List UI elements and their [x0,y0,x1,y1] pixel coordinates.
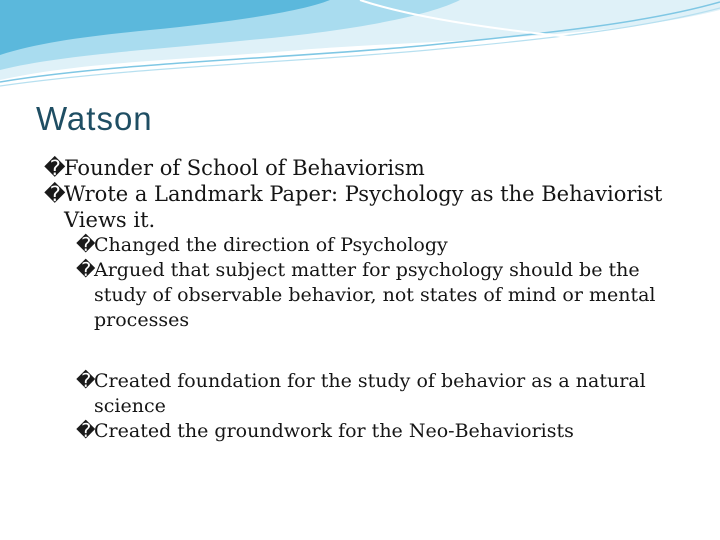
bullet-text: Changed the direction of Psychology [94,234,448,256]
decorative-wave-header [0,0,720,90]
bullet-list [44,155,684,444]
bullet-glyph-icon: � [44,182,66,206]
sub-bullet-item [76,369,684,419]
bullet-glyph-icon: � [76,420,96,442]
slide-title: Watson [36,100,153,137]
bullet-text: Wrote a Landmark Paper: Psychology as the Behaviorist Views it. [64,182,663,232]
bullet-item [44,181,684,233]
bullet-glyph-icon: � [76,259,96,281]
sub-bullet-item [76,419,684,444]
sub-bullet-item [76,258,684,333]
bullet-text: Created foundation for the study of behavior as a natural science [94,370,646,417]
bullet-item [44,155,684,181]
sub-bullet-item [76,233,684,258]
bullet-text: Founder of School of Behaviorism [64,156,425,180]
bullet-glyph-icon: � [76,370,96,392]
bullet-text: Created the groundwork for the Neo-Behaviorists [94,420,574,442]
bullet-glyph-icon: � [76,234,96,256]
bullet-glyph-icon: � [44,156,66,180]
bullet-text: Argued that subject matter for psychology should be the study of observable behavior, not states of mind or mental processes [94,259,656,331]
spacer [44,333,684,369]
